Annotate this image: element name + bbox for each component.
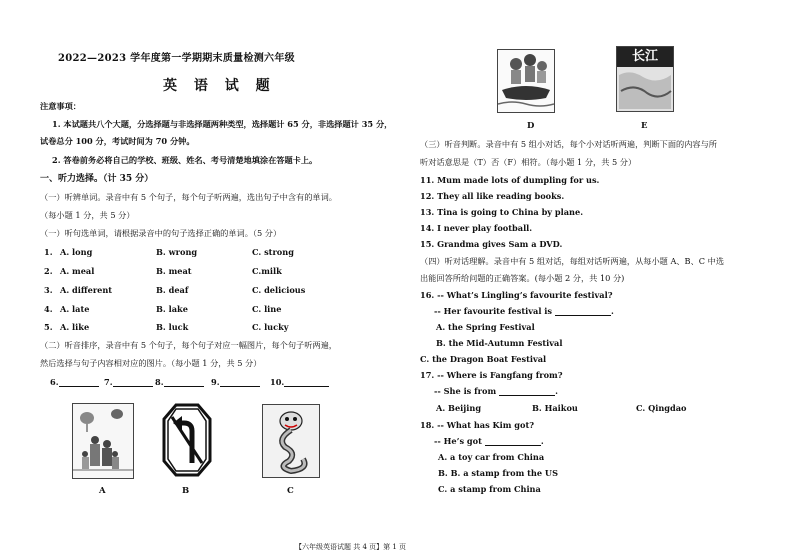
q-number: 2.: [44, 266, 53, 276]
snake-image: [263, 405, 319, 477]
section4-instruction-b: 出能回答所给问题的正确答案。(每小题 2 分，共 10 分): [420, 273, 625, 283]
judge-item-14: 14. I never play football.: [420, 223, 533, 233]
option-b: B. luck: [156, 322, 189, 332]
option-18c: C. a stamp from China: [438, 484, 541, 494]
family-lanterns-image: [73, 404, 133, 478]
blank-7[interactable]: 7.: [104, 377, 153, 387]
option-b: B. wrong: [156, 247, 198, 257]
note-1a: 1. 本试题共八个大题，分选择题与非选择题两种类型，选择题计 65 分，非选择题计 35 分，: [52, 119, 393, 129]
q-number: 3.: [44, 285, 53, 295]
option-17c: C. Qingdao: [636, 403, 687, 413]
option-18b: B. B. a stamp from the US: [438, 468, 558, 478]
section2-instruction-b: 然后选择与句子内容相对应的图片。（每小题 1 分，共 5 分）: [40, 358, 262, 368]
caption-a: A: [99, 486, 106, 496]
option-c: C.milk: [252, 266, 282, 276]
picture-b-no-left-turn-sign: [162, 403, 212, 478]
option-16b: B. the Mid-Autumn Festival: [436, 338, 563, 348]
answer-16: -- Her favourite festival is .: [434, 306, 614, 316]
q-number: 5.: [44, 322, 53, 332]
option-c: C. strong: [252, 247, 294, 257]
section3-instruction-a: （三）听音判断。录音中有 5 组小对话，每个小对话听两遍，判断下面的内容与所: [420, 139, 717, 149]
judge-item-12: 12. They all like reading books.: [420, 191, 565, 201]
no-left-turn-icon: [162, 403, 212, 478]
blank-8[interactable]: 8.: [155, 377, 204, 387]
picture-c-snake: [262, 404, 320, 478]
option-17b: B. Haikou: [532, 403, 578, 413]
option-c: C. lucky: [252, 322, 289, 332]
picture-e-yangtze-map: [616, 46, 674, 112]
map-icon: [617, 67, 673, 111]
caption-d: D: [527, 121, 535, 131]
answer-18: -- He’s got .: [434, 436, 544, 446]
option-c: C. delicious: [252, 285, 306, 295]
section2-instruction-a: （二）听音排序，录音中有 5 个句子，每个句子对应一幅图片，每个句子听两遍，: [40, 340, 337, 350]
caption-e: E: [641, 121, 648, 131]
caption-b: B: [182, 486, 190, 496]
option-a: A. different: [60, 285, 113, 295]
section3-instruction-b: 听对话意思是（T）否（F）相符。（每小题 1 分，共 5 分）: [420, 157, 637, 167]
question-18: 18. -- What has Kim got?: [420, 420, 535, 430]
option-a: A. long: [60, 247, 93, 257]
option-b: B. deaf: [156, 285, 189, 295]
section1-instruction-c: （一）听句选单词，请根据录音中的句子选择正确的单词。（5 分）: [40, 228, 282, 238]
option-17a: A. Beijing: [436, 403, 482, 413]
page-footer: 【六年级英语试题 共 4 页】第 1 页: [295, 543, 407, 551]
blank-10[interactable]: 10.: [270, 377, 329, 387]
section1-instruction-a: （一）听辨单词。录音中有 5 个句子，每个句子听两遍，选出句子中含有的单词。: [40, 192, 337, 202]
question-17: 17. -- Where is Fangfang from?: [420, 370, 563, 380]
picture-d-dragon-boat: [497, 49, 555, 113]
note-1b: 试卷总分 100 分，考试时间为 70 分钟。: [40, 136, 195, 146]
judge-item-15: 15. Grandma gives Sam a DVD.: [420, 239, 563, 249]
question-16: 16. -- What’s Lingling’s favourite festival?: [420, 290, 613, 300]
option-a: A. late: [60, 304, 90, 314]
exam-title: 2022—2023 学年度第一学期期末质量检测六年级: [58, 53, 295, 64]
q-number: 4.: [44, 304, 53, 314]
option-c: C. line: [252, 304, 282, 314]
dragon-boat-image: [498, 50, 554, 112]
option-a: A. meal: [60, 266, 95, 276]
exam-subtitle: 英 语 试 题: [163, 78, 276, 94]
option-b: B. meat: [156, 266, 192, 276]
option-16c: C. the Dragon Boat Festival: [420, 354, 547, 364]
judge-item-13: 13. Tina is going to China by plane.: [420, 207, 584, 217]
q-number: 1.: [44, 247, 53, 257]
yangtze-sign: 长江: [617, 47, 673, 67]
blank-9[interactable]: 9.: [211, 377, 260, 387]
picture-a-family-lanterns: [72, 403, 134, 479]
answer-17: -- She is from .: [434, 386, 558, 396]
option-18a: A. a toy car from China: [438, 452, 545, 462]
option-16a: A. the Spring Festival: [436, 322, 535, 332]
part1-heading: 一、听力选择。（计 35 分）: [40, 174, 154, 184]
option-a: A. like: [60, 322, 90, 332]
section4-instruction-a: （四）听对话理解。录音中有 5 组对话，每组对话听两遍，从每小题 A、B、C 中选: [420, 256, 725, 266]
blank-6[interactable]: 6.: [50, 377, 99, 387]
option-b: B. lake: [156, 304, 188, 314]
notes-heading: 注意事项：: [40, 101, 81, 111]
note-2: 2. 答卷前务必将自己的学校、班级、姓名、考号清楚地填涂在答题卡上。: [52, 155, 318, 165]
caption-c: C: [287, 486, 294, 496]
judge-item-11: 11. Mum made lots of dumpling for us.: [420, 175, 600, 185]
section1-instruction-b: （每小题 1 分，共 5 分）: [40, 210, 135, 220]
